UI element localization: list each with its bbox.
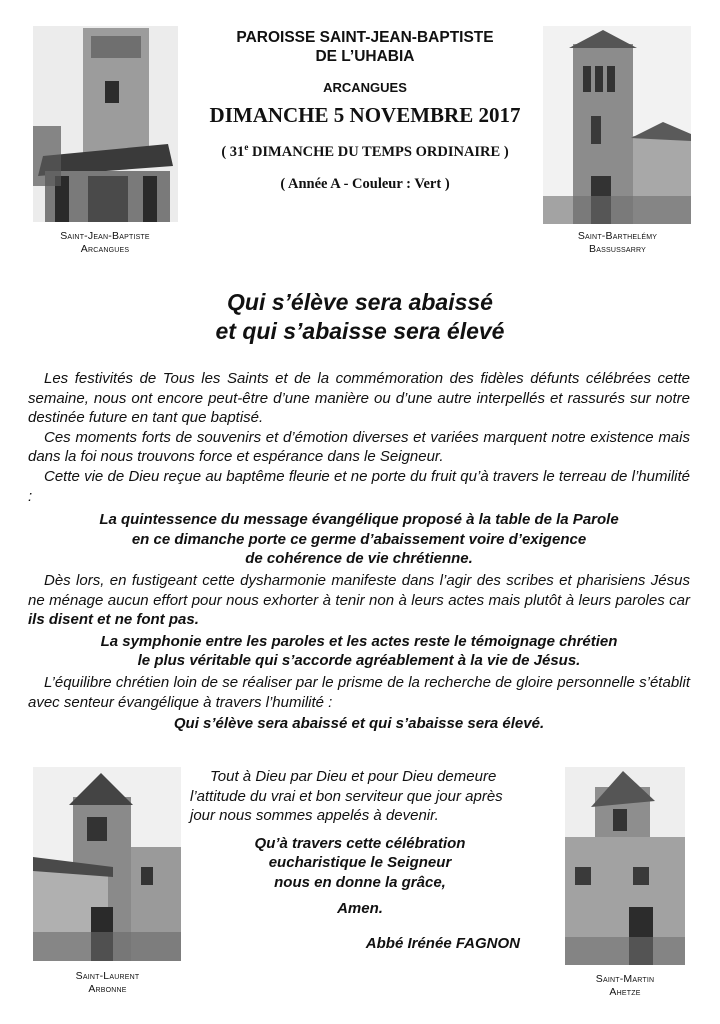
page-title: Qui s’élève sera abaissé et qui s’abaisse sera élevé	[215, 289, 505, 344]
caption-bottom-left: Saint-Laurent Arbonne	[75, 970, 140, 995]
paragraph-1: Les festivités de Tous les Saints et de la commémoration des fidèles défunts célébrées cette semaine, nous ont encore peut-être d’une manière ou d’une autre interpellés et rassurés sur notre destinée future en tant que baptisé.	[28, 370, 690, 427]
homily-body	[28, 369, 690, 734]
closing-line-3: jour nous sommes appelés à devenir.	[190, 807, 439, 825]
amen: Amen.	[337, 899, 383, 917]
caption-bottom-right: Saint-Martin Ahetze	[595, 973, 655, 998]
signature: Abbé Irénée FAGNON	[365, 935, 520, 953]
year-and-color: ( Année A - Couleur : Vert )	[280, 176, 450, 192]
paragraph-2: Ces moments forts de souvenirs et d’émotion diverses et variées marquent notre existence mais dans la foi nous trouvons force et espérance dans le Seigneur.	[28, 428, 690, 466]
caption-top-left: Saint-Jean-Baptiste Arcangues	[60, 230, 150, 255]
church-photo-saint-martin	[565, 767, 685, 965]
paragraph-4: Dès lors, en fustigeant cette dysharmonie manifeste dans l’agir des scribes et pharisiens Jésus ne ménage aucun effort pour nous exhorter à tenir non à leurs actes mais plutôt à leurs paroles car ils disent et ne font pas.	[28, 571, 690, 629]
quote-1: La quintessence du message évangélique proposé à la table de la Parole en ce dimanche porte ce germe d’abaissement voire d’exigence de cohérence de vie chrétienne.	[99, 511, 619, 568]
quote-2: La symphonie entre les paroles et les actes reste le témoignage chrétien le plus véritable qui s’accorde agréablement à la vie de Jésus.	[100, 632, 618, 670]
caption-top-right: Saint-Barthelémy Bassussarry	[577, 230, 658, 255]
blessing-line-1: Qu’à travers cette célébration	[254, 834, 466, 852]
closing-line-1: Tout à Dieu par Dieu et pour Dieu demeure	[210, 768, 497, 785]
quote-3: Qui s’élève sera abaissé et qui s’abaisse sera élevé.	[173, 715, 545, 733]
paragraph-3: Cette vie de Dieu reçue au baptême fleurie et ne porte du fruit qu’à travers le terreau de l’humilité :	[28, 467, 690, 505]
place: ARCANGUES	[323, 80, 407, 95]
paragraph-5: L’équilibre chrétien loin de se réaliser par le prisme de la recherche de gloire personnelle s’établit avec senteur évangélique à travers l’humilité :	[28, 673, 690, 711]
liturgical-sunday: ( 31e DIMANCHE DU TEMPS ORDINAIRE )	[221, 142, 509, 160]
church-photo-saint-laurent	[33, 767, 181, 961]
closing-text	[190, 767, 530, 954]
blessing-line-2: eucharistique le Seigneur	[268, 854, 452, 872]
date: DIMANCHE 5 NOVEMBRE 2017	[209, 103, 521, 127]
church-photo-saint-jean-baptiste	[33, 26, 178, 222]
parish-name: PAROISSE SAINT-JEAN-BAPTISTE DE L’UHABIA	[236, 29, 494, 65]
church-photo-saint-barthelemy	[543, 26, 691, 224]
closing-line-2: l’attitude du vrai et bon serviteur que jour après	[190, 787, 503, 805]
blessing-line-3: nous en donne la grâce,	[274, 873, 446, 891]
